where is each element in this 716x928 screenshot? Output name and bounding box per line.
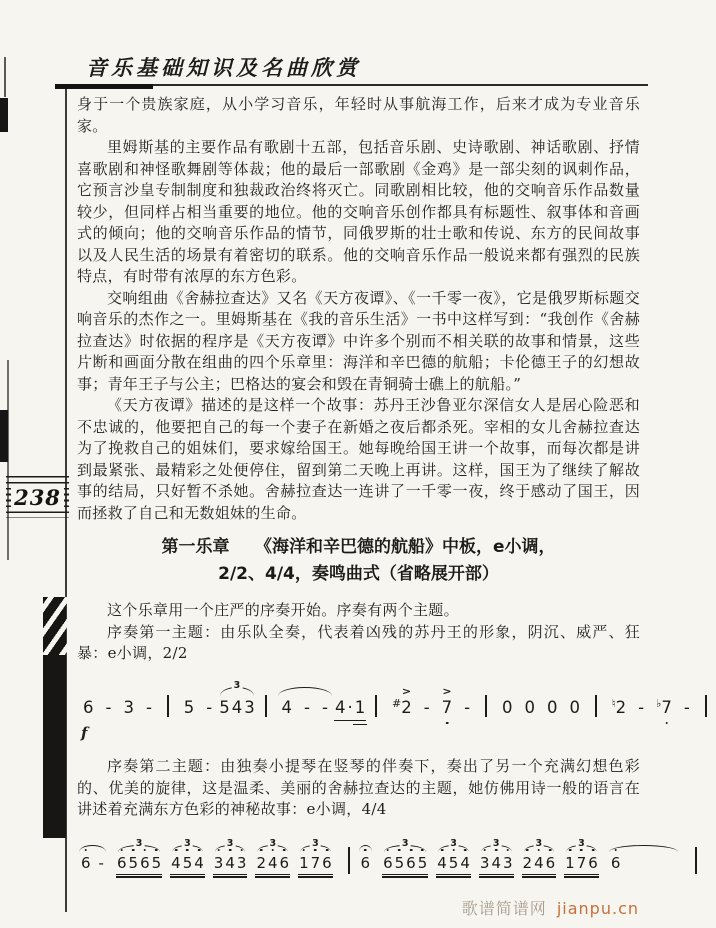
notation-note: 4 (171, 853, 181, 872)
notation-note: 5 (219, 697, 230, 717)
page-number: 238 (11, 487, 64, 508)
header-rule-thick-segment (55, 84, 153, 89)
notation-note: 4 (267, 853, 278, 872)
notation-note: 4 (534, 853, 544, 872)
notation-note: 1 (565, 853, 575, 872)
notation-note: 4 (194, 853, 204, 872)
notation-slur-group (170, 854, 205, 876)
notation-slur-group (564, 854, 599, 876)
notation-note: 6 (610, 853, 621, 872)
notation-slur-group (255, 854, 290, 876)
notation-slur-group (77, 854, 108, 873)
notation-note: 3 (479, 853, 490, 872)
notation-note: - (423, 697, 430, 717)
book-header-title: 音乐基础知识及名曲欣赏 (86, 55, 361, 80)
notation-slur-group (522, 854, 557, 876)
notation-slur-group (213, 854, 248, 876)
body-paragraph: 里姆斯基的主要作品有歌剧十五部，包括音乐剧、史诗歌剧、神话歌剧、抒情喜歌剧和神怪歌舞剧等体裁；他的最后一部歌剧《金鸡》是一部尖刻的讽刺作品，它预言沙皇专制制度和独裁政治终将灭亡。同歌剧相比较，他的交响音乐作品数量较少，但同样占相当重要的地位。他的交响音乐创作都具有标题性、叙事体和音画式的倾向；他的交响音乐作品的情节，同俄罗斯的壮士歌和传说、东方的民间故事以及人民生活的场景有着密切的联系。他的交响音乐作品一般说来都有强烈的民族特点，有时带有浓厚的东方色彩。 (77, 138, 640, 285)
notation-note: 3 (244, 697, 255, 717)
body-paragraph: 交响组曲《舍赫拉查达》又名《天方夜谭》、《一千零一夜》，它是俄罗斯标题交响音乐的杰作之一。里姆斯基在《我的音乐生活》一书中这样写到：“我创作《舍赫拉查达》时依据的程序是《天方夜谭》中许多个别而不相关联的故事和情景，这些片断和画面分散在组曲的四个乐章里：海洋和辛巴德的航船；卡伦德王子的幻想故事；青年王子与公主；巴格达的宴会和毁在青铜骑士礁上的航船。” (77, 288, 640, 393)
notation-note: - (464, 697, 471, 717)
notation-note: - (145, 697, 152, 717)
notation-note: - (321, 697, 328, 717)
notation-slur-group (218, 698, 256, 719)
notation-note: 0 (501, 697, 513, 717)
notation-note: 4 (491, 853, 501, 872)
notation-note: - (683, 697, 690, 717)
page-content (77, 94, 690, 875)
notation-note: 2 (522, 853, 533, 872)
notation-note: 6 (81, 853, 91, 872)
notation-note: 2 (256, 853, 266, 872)
notation-note: - (206, 697, 213, 717)
notation-note: 4 (281, 697, 292, 717)
movement-heading (77, 534, 640, 588)
body-paragraph: 序奏第二主题：由独奏小提琴在竖琴的伴奏下，奏出了另一个充满幻想色彩的、优美的旋律，这是温柔、美丽的舍赫拉查达的主题，她仿佛用诗一般的语言在讲述着充满东方色彩的神秘故事：e小调，4/4 (77, 757, 640, 819)
scan-artifact-binding-bar (43, 597, 66, 838)
notation-group (606, 698, 696, 719)
notation-note: 5 (183, 697, 195, 717)
notation-note: 6 (588, 853, 598, 872)
accidental-sign: ♮ (611, 696, 616, 710)
dynamic-marking: f (81, 724, 88, 743)
notation-note: 1 (354, 697, 366, 717)
notation-note: ♭7 (656, 696, 672, 717)
notation-note: ♮2 (611, 696, 627, 717)
notation-slur-group (436, 854, 471, 876)
notation-note: 6 (406, 853, 416, 872)
notation-barline (695, 847, 697, 874)
notation-slur-group (382, 854, 428, 876)
notation-group (77, 698, 158, 719)
notation-note: - (304, 697, 310, 717)
notation-barline (348, 847, 350, 874)
notation-note: 0 (546, 697, 558, 717)
notation-note: 6 (279, 853, 290, 872)
jianpu-notation-line-2 (77, 833, 640, 876)
notation-note: 4 (334, 697, 346, 717)
jianpu-notation-line-1 (77, 681, 690, 722)
notation-slur-group (276, 698, 334, 719)
watermark-site-url: jianpu.cn (556, 899, 639, 918)
notation-note: 1 (299, 853, 309, 872)
notation-note: - (98, 853, 104, 872)
notation-barline (595, 695, 597, 717)
notation-note: · (347, 697, 353, 717)
notation-note: - (105, 697, 112, 717)
notation-note: 4 (437, 853, 447, 872)
page-number-badge (6, 476, 69, 518)
scan-artifact-mid-block (0, 410, 8, 462)
notation-note: 5 (182, 853, 193, 872)
notation-slur-group (479, 854, 514, 876)
notation-note: 5 (417, 853, 428, 872)
notation-note: 6 (383, 853, 393, 872)
body-paragraph: 这个乐章用一个庄严的序奏开始。序奏有两个主题。 (107, 601, 459, 619)
notation-slur-group (116, 854, 162, 876)
notation-note: 4 (225, 853, 235, 872)
notation-note: 6 (545, 853, 556, 872)
notation-slur-group (607, 854, 681, 873)
notation-note: 4 (231, 697, 243, 717)
notation-slur-group (298, 854, 333, 876)
notation-note: 6 (116, 853, 127, 872)
notation-note: 3 (502, 853, 513, 872)
watermark-site-name: 歌谱简谱网 (461, 899, 547, 918)
body-paragraph: 序奏第一主题：由乐队全奏，代表着凶残的苏丹王的形象，阴沉、威严、狂暴：e小调，2/2 (77, 622, 640, 662)
body-paragraph: 身于一个贵族家庭，从小学习音乐，年轻时从事航海工作，后来才成为专业音乐家。 (77, 95, 640, 135)
notation-barline (265, 695, 267, 717)
notation-group (178, 698, 218, 719)
notation-note: 4 (460, 853, 470, 872)
notation-note: 6 (360, 853, 371, 872)
notation-note: 7 (310, 853, 321, 872)
notation-slur-group (357, 854, 375, 873)
notation-note: 3 (213, 853, 224, 872)
scan-artifact-top-left-line (4, 57, 6, 97)
notation-note: 5 (128, 853, 139, 872)
notation-note: 5 (151, 853, 162, 872)
scan-artifact-top-left-block (0, 98, 8, 132)
notation-note: 3 (123, 697, 134, 717)
notation-note: 5 (394, 853, 405, 872)
notation-note: 0 (524, 697, 535, 717)
notation-note: 6 (140, 853, 150, 872)
notation-barline (705, 695, 707, 717)
watermark (462, 896, 639, 919)
notation-note: 5 (448, 853, 459, 872)
notation-note: - (638, 697, 645, 717)
notation-note: 6 (83, 697, 94, 717)
notation-note: 3 (236, 853, 247, 872)
notation-group (386, 698, 476, 719)
notation-group (334, 698, 366, 722)
notation-note: 7 (576, 853, 587, 872)
notation-barline (485, 695, 487, 717)
notation-note: > 7 (442, 698, 453, 719)
body-paragraph: 《天方夜谭》描述的是这样一个故事：苏丹王沙鲁亚尔深信女人是居心险恶和不忠诚的，他要把自己的每一个妻子在新婚之夜后都杀死。宰相的女儿舍赫拉查达为了挽救自己的姐妹们，要求嫁给国王。她每晚给国王讲一个故事，而每次都是讲到最紧张、最精彩之处便停住，留到第二天晚上再讲。这样，国王为了继续了解故事的结局，只好暂不杀她。舍赫拉查达一连讲了一千零一夜，终于感动了国王，因而拯救了自己和无数姐妹的生命。 (77, 396, 640, 522)
notation-note: 6 (322, 853, 332, 872)
movement-heading-line1: 第一乐章 《海洋和辛巴德的航船》中板，e小调， (161, 537, 556, 557)
notation-group (496, 698, 586, 719)
notation-barline (375, 695, 377, 717)
header-rule (55, 84, 648, 86)
notation-note: 0 (569, 697, 580, 717)
accidental-sign: ♭ (656, 696, 662, 710)
accidental-sign: # (391, 696, 402, 710)
movement-heading-line2: 2/2、4/4，奏鸣曲式（省略展开部） (218, 564, 499, 584)
notation-barline (167, 695, 169, 717)
notation-note: #> 2 (392, 698, 412, 719)
